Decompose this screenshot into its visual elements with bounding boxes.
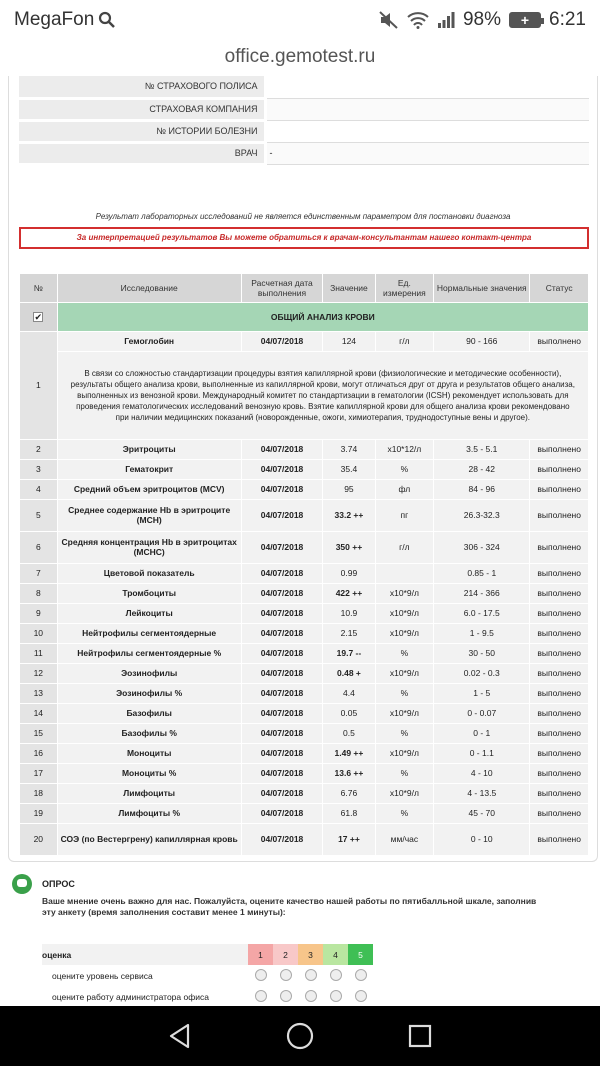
row-number: 4 (20, 479, 58, 499)
test-unit: х10*9/л (375, 583, 434, 603)
test-name: Гемоглобин (57, 331, 241, 351)
table-row (20, 823, 589, 855)
wifi-icon (407, 11, 429, 29)
rating-question-row (42, 986, 373, 1007)
test-unit: х10*9/л (375, 663, 434, 683)
test-unit: х10*9/л (375, 743, 434, 763)
column-header: Нормальные значения (434, 273, 530, 302)
test-date: 04/07/2018 (241, 623, 323, 643)
test-status: выполнено (530, 823, 589, 855)
test-unit: % (375, 763, 434, 783)
row-number: 14 (20, 703, 58, 723)
table-row (20, 703, 589, 723)
info-label: № СТРАХОВОГО ПОЛИСА (19, 76, 265, 98)
test-norm: 30 - 50 (434, 643, 530, 663)
rating-radio-1[interactable] (255, 969, 267, 981)
patient-info-row (19, 120, 589, 142)
column-header: Расчетная дата выполнения (241, 273, 323, 302)
test-unit: г/л (375, 531, 434, 563)
test-unit (375, 563, 434, 583)
rating-cell (298, 965, 323, 986)
column-header: Значение (323, 273, 375, 302)
test-status: выполнено (530, 459, 589, 479)
mute-icon (379, 11, 399, 29)
test-status: выполнено (530, 743, 589, 763)
test-unit: % (375, 683, 434, 703)
test-norm: 1 - 5 (434, 683, 530, 703)
battery-percent: 98% (462, 9, 502, 30)
test-value: 350 ++ (323, 531, 375, 563)
row-number: 20 (20, 823, 58, 855)
row-number: 12 (20, 663, 58, 683)
test-status: выполнено (530, 499, 589, 531)
test-name: Моноциты % (57, 763, 241, 783)
test-value: 0.48 + (323, 663, 375, 683)
rating-radio-1[interactable] (255, 990, 267, 1002)
table-row (20, 479, 589, 499)
test-status: выполнено (530, 563, 589, 583)
table-row (20, 623, 589, 643)
test-unit: х10*9/л (375, 603, 434, 623)
test-norm: 4 - 13.5 (434, 783, 530, 803)
rating-cell (298, 986, 323, 1007)
results-header-row (20, 273, 589, 302)
test-value: 422 ++ (323, 583, 375, 603)
rating-header-row (42, 944, 373, 965)
column-header: Ед. измерения (375, 273, 434, 302)
row-number: 19 (20, 803, 58, 823)
info-value (265, 76, 589, 98)
table-row (20, 499, 589, 531)
home-button[interactable] (280, 1016, 320, 1056)
test-norm: 6.0 - 17.5 (434, 603, 530, 623)
rating-cell (348, 965, 373, 986)
test-norm: 0 - 1.1 (434, 743, 530, 763)
test-status: выполнено (530, 683, 589, 703)
test-norm: 0 - 10 (434, 823, 530, 855)
info-label: № ИСТОРИИ БОЛЕЗНИ (19, 120, 265, 142)
row-number: 15 (20, 723, 58, 743)
test-status: выполнено (530, 531, 589, 563)
test-date: 04/07/2018 (241, 499, 323, 531)
rating-cell (323, 986, 348, 1007)
test-value: 3.74 (323, 439, 375, 459)
table-row (20, 763, 589, 783)
signal-icon (437, 11, 455, 29)
rating-question-row (42, 965, 373, 986)
survey-section (8, 874, 598, 1028)
test-unit: х10*12/л (375, 439, 434, 459)
test-name: Нейтрофилы сегментоядерные % (57, 643, 241, 663)
row-number: 3 (20, 459, 58, 479)
test-unit: % (375, 723, 434, 743)
test-name: Базофилы (57, 703, 241, 723)
test-norm: 90 - 166 (434, 331, 530, 351)
patient-info-table (19, 76, 589, 166)
scale-5: 5 (348, 944, 373, 965)
rating-cell (248, 986, 273, 1007)
test-status: выполнено (530, 479, 589, 499)
clock: 6:21 (549, 9, 586, 30)
note-row (20, 351, 589, 439)
question-label: оцените работу администратора офиса (52, 991, 209, 1002)
android-nav-bar (0, 1006, 600, 1066)
test-value: 13.6 ++ (323, 763, 375, 783)
results-table (19, 273, 589, 856)
test-date: 04/07/2018 (241, 531, 323, 563)
test-date: 04/07/2018 (241, 459, 323, 479)
test-value: 2.15 (323, 623, 375, 643)
test-date: 04/07/2018 (241, 783, 323, 803)
test-norm: 306 - 324 (434, 531, 530, 563)
test-unit: % (375, 459, 434, 479)
scale-4: 4 (323, 944, 348, 965)
test-value: 33.2 ++ (323, 499, 375, 531)
row-number: 16 (20, 743, 58, 763)
rating-radio-3[interactable] (305, 969, 317, 981)
group-checkbox[interactable]: ✔ (34, 311, 43, 322)
test-unit: х10*9/л (375, 783, 434, 803)
test-name: Эозинофилы (57, 663, 241, 683)
group-title: ОБЩИЙ АНАЛИЗ КРОВИ (57, 302, 588, 331)
test-date: 04/07/2018 (241, 683, 323, 703)
rating-cell (348, 986, 373, 1007)
scale-1: 1 (248, 944, 273, 965)
test-date: 04/07/2018 (241, 603, 323, 623)
test-status: выполнено (530, 643, 589, 663)
test-status: выполнено (530, 723, 589, 743)
test-norm: 214 - 366 (434, 583, 530, 603)
test-unit: % (375, 803, 434, 823)
test-unit: фл (375, 479, 434, 499)
test-unit: х10*9/л (375, 623, 434, 643)
test-value: 0.5 (323, 723, 375, 743)
contact-center-alert: За интерпретацией результатов Вы можете обратиться к врачам-консультантам нашего контакт-центра (19, 227, 589, 249)
test-name: Лейкоциты (57, 603, 241, 623)
test-unit: мм/час (375, 823, 434, 855)
table-row (20, 683, 589, 703)
table-row (20, 331, 589, 351)
test-unit: % (375, 643, 434, 663)
group-checkbox-cell[interactable] (20, 302, 58, 331)
test-name: Средняя концентрация Hb в эритроцитах (MCHC) (57, 531, 241, 563)
row-number: 7 (20, 563, 58, 583)
row-number: 10 (20, 623, 58, 643)
test-value: 0.99 (323, 563, 375, 583)
test-norm: 0.02 - 0.3 (434, 663, 530, 683)
test-date: 04/07/2018 (241, 331, 323, 351)
carrier (14, 9, 116, 31)
table-row (20, 783, 589, 803)
test-unit: г/л (375, 331, 434, 351)
test-name: Лимфоциты % (57, 803, 241, 823)
test-status: выполнено (530, 803, 589, 823)
survey-title: ОПРОС (42, 879, 75, 889)
test-value: 6.76 (323, 783, 375, 803)
survey-description: Ваше мнение очень важно для нас. Пожалуйста, оцените качество нашей работы по пятибалльной шкале, заполнив эту анкету (время заполнения составит менее 1 минуты): (42, 896, 537, 917)
row-number: 13 (20, 683, 58, 703)
test-date: 04/07/2018 (241, 439, 323, 459)
test-date: 04/07/2018 (241, 663, 323, 683)
scale-2: 2 (273, 944, 298, 965)
question-label: оцените уровень сервиса (52, 970, 153, 981)
test-date: 04/07/2018 (241, 703, 323, 723)
test-value: 19.7 -- (323, 643, 375, 663)
test-date: 04/07/2018 (241, 803, 323, 823)
test-norm: 26.3-32.3 (434, 499, 530, 531)
group-row (20, 302, 589, 331)
row-number: 5 (20, 499, 58, 531)
info-value (265, 98, 589, 120)
test-norm: 0.85 - 1 (434, 563, 530, 583)
test-value: 1.49 ++ (323, 743, 375, 763)
table-row (20, 803, 589, 823)
table-row (20, 583, 589, 603)
back-button[interactable] (160, 1016, 200, 1056)
test-status: выполнено (530, 623, 589, 643)
capillary-note: В связи со сложностью стандартизации процедуры взятия капиллярной крови (физиологические и методические особенности), результаты общего анализа крови, выполненные из капиллярной крови, могут отличаться друг от друга и результатов общего анализа, выполненных из венозной крови. Международный комитет по стандартизации в гематологии (ICSH) рекомендует использовать для проведения гематологических исследований венозную кровь. Взятие капиллярной крови для общего анализа крови рекомендовано при наличии медицинских показаний (новорожденные, ожоги, химиотерапия, труднодоступные вены и другое). (57, 351, 588, 439)
row-number: 11 (20, 643, 58, 663)
table-row (20, 531, 589, 563)
test-date: 04/07/2018 (241, 583, 323, 603)
rating-cell (273, 965, 298, 986)
rating-radio-5[interactable] (355, 990, 367, 1002)
row-number: 8 (20, 583, 58, 603)
test-date: 04/07/2018 (241, 563, 323, 583)
test-value: 95 (323, 479, 375, 499)
table-row (20, 563, 589, 583)
page-content (8, 74, 598, 1006)
table-row (20, 603, 589, 623)
patient-info-row (19, 76, 589, 98)
test-status: выполнено (530, 703, 589, 723)
table-row (20, 439, 589, 459)
test-status: выполнено (530, 583, 589, 603)
info-value (265, 120, 589, 142)
test-date: 04/07/2018 (241, 479, 323, 499)
test-name: Эозинофилы % (57, 683, 241, 703)
table-row (20, 663, 589, 683)
rating-radio-2[interactable] (280, 990, 292, 1002)
test-name: Моноциты (57, 743, 241, 763)
row-number: 2 (20, 439, 58, 459)
test-name: Среднее содержание Hb в эритроците (MCH) (57, 499, 241, 531)
test-norm: 0 - 1 (434, 723, 530, 743)
test-value: 10.9 (323, 603, 375, 623)
table-row (20, 723, 589, 743)
test-value: 61.8 (323, 803, 375, 823)
rating-radio-4[interactable] (330, 990, 342, 1002)
test-norm: 84 - 96 (434, 479, 530, 499)
test-status: выполнено (530, 439, 589, 459)
rating-radio-3[interactable] (305, 990, 317, 1002)
rating-cell (248, 965, 273, 986)
row-number: 17 (20, 763, 58, 783)
row-number: 9 (20, 603, 58, 623)
search-icon[interactable] (98, 11, 116, 29)
battery-icon: + (509, 12, 541, 28)
table-row (20, 643, 589, 663)
disclaimer-text: Результат лабораторных исследований не является единственным параметром для постановки диагноза (95, 211, 511, 221)
test-name: СОЭ (по Вестергрену) капиллярная кровь (57, 823, 241, 855)
row-number: 1 (20, 331, 58, 439)
test-status: выполнено (530, 783, 589, 803)
url-bar[interactable]: office.gemotest.ru (224, 46, 376, 67)
survey-header (12, 874, 598, 894)
rating-header-label: оценка (42, 944, 248, 965)
table-row (20, 459, 589, 479)
test-status: выполнено (530, 603, 589, 623)
test-status: выполнено (530, 331, 589, 351)
patient-info-row (19, 142, 589, 164)
scale-3: 3 (298, 944, 323, 965)
test-unit: х10*9/л (375, 703, 434, 723)
test-date: 04/07/2018 (241, 823, 323, 855)
column-header: Исследование (57, 273, 241, 302)
info-label: СТРАХОВАЯ КОМПАНИЯ (19, 98, 265, 120)
row-number: 6 (20, 531, 58, 563)
recents-button[interactable] (400, 1016, 440, 1056)
test-value: 35.4 (323, 459, 375, 479)
test-name: Цветовой показатель (57, 563, 241, 583)
patient-info-row (19, 98, 589, 120)
chat-icon (12, 874, 32, 894)
column-header: № (20, 273, 58, 302)
rating-radio-2[interactable] (280, 969, 292, 981)
test-date: 04/07/2018 (241, 723, 323, 743)
test-value: 17 ++ (323, 823, 375, 855)
test-status: выполнено (530, 663, 589, 683)
test-status: выполнено (530, 763, 589, 783)
test-norm: 28 - 42 (434, 459, 530, 479)
test-name: Эритроциты (57, 439, 241, 459)
test-value: 124 (323, 331, 375, 351)
row-number: 18 (20, 783, 58, 803)
test-name: Средний объем эритроцитов (MCV) (57, 479, 241, 499)
rating-radio-4[interactable] (330, 969, 342, 981)
status-bar (0, 0, 600, 40)
test-norm: 4 - 10 (434, 763, 530, 783)
test-name: Базофилы % (57, 723, 241, 743)
test-norm: 0 - 0.07 (434, 703, 530, 723)
table-row (20, 743, 589, 763)
test-norm: 3.5 - 5.1 (434, 439, 530, 459)
rating-radio-5[interactable] (355, 969, 367, 981)
test-name: Тромбоциты (57, 583, 241, 603)
rating-cell (323, 965, 348, 986)
carrier-name: MegaFon (14, 9, 95, 30)
test-value: 0.05 (323, 703, 375, 723)
test-name: Лимфоциты (57, 783, 241, 803)
test-unit: пг (375, 499, 434, 531)
test-norm: 45 - 70 (434, 803, 530, 823)
column-header: Статус (530, 273, 589, 302)
test-date: 04/07/2018 (241, 763, 323, 783)
test-name: Гематокрит (57, 459, 241, 479)
results-card (8, 76, 598, 862)
test-date: 04/07/2018 (241, 643, 323, 663)
info-label: ВРАЧ (19, 142, 265, 164)
info-value: - (265, 142, 589, 164)
test-date: 04/07/2018 (241, 743, 323, 763)
test-norm: 1 - 9.5 (434, 623, 530, 643)
test-value: 4.4 (323, 683, 375, 703)
test-name: Нейтрофилы сегментоядерные (57, 623, 241, 643)
rating-cell (273, 986, 298, 1007)
